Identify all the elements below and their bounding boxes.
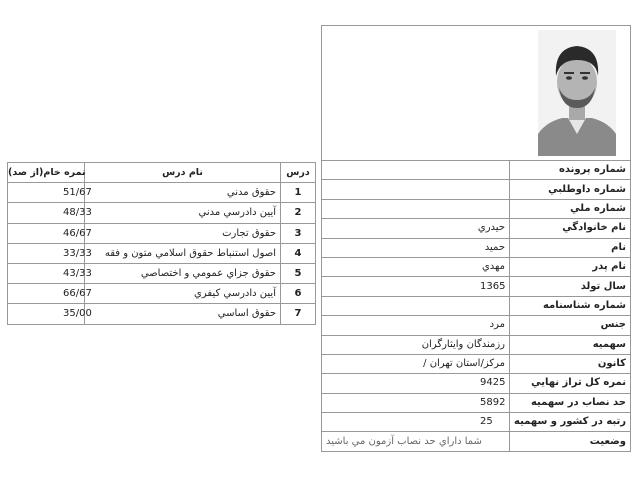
file-number-value bbox=[322, 161, 510, 180]
file-number-label: شماره پرونده bbox=[510, 161, 631, 180]
table-row bbox=[322, 219, 631, 238]
birth-year-value: 1365 bbox=[322, 277, 510, 296]
table-row bbox=[322, 277, 631, 296]
rank-value: 25 bbox=[322, 413, 510, 432]
course-name-cell: حقوق مدني bbox=[85, 183, 281, 203]
course-index-cell: 5 bbox=[281, 263, 316, 283]
table-row bbox=[322, 393, 631, 412]
table-row bbox=[322, 413, 631, 432]
table-row bbox=[8, 284, 316, 304]
rank-label: رتبه در كشور و سهميه bbox=[510, 413, 631, 432]
total-score-value: 9425 bbox=[322, 374, 510, 393]
table-row bbox=[8, 203, 316, 223]
quota-label: سهميه bbox=[510, 335, 631, 354]
table-row bbox=[322, 161, 631, 180]
table-row bbox=[322, 374, 631, 393]
total-score-label: نمره كل تراز نهايي bbox=[510, 374, 631, 393]
status-label: وضعيت bbox=[510, 432, 631, 451]
quota-threshold-label: حد نصاب در سهميه bbox=[510, 393, 631, 412]
gender-label: جنس bbox=[510, 316, 631, 335]
score-cell: 46/67 bbox=[8, 223, 85, 243]
score-cell: 33/33 bbox=[8, 243, 85, 263]
score-cell: 51/67 bbox=[8, 183, 85, 203]
header-score: نمره خام(از صد) bbox=[8, 163, 85, 183]
scores-table bbox=[7, 162, 316, 325]
table-row bbox=[322, 335, 631, 354]
quota-threshold-value: 5892 bbox=[322, 393, 510, 412]
table-row bbox=[322, 180, 631, 199]
score-cell: 66/67 bbox=[8, 284, 85, 304]
father-name-label: نام پدر bbox=[510, 257, 631, 276]
bar-center-label: كانون bbox=[510, 354, 631, 373]
scores-header-row bbox=[8, 163, 316, 183]
status-value: شما داراي حد نصاب آزمون مي باشيد bbox=[322, 432, 510, 451]
table-row bbox=[8, 223, 316, 243]
last-name-label: نام خانوادگي bbox=[510, 219, 631, 238]
last-name-value: حيدري bbox=[322, 219, 510, 238]
course-index-cell: 2 bbox=[281, 203, 316, 223]
applicant-number-value bbox=[322, 180, 510, 199]
table-row bbox=[322, 257, 631, 276]
course-index-cell: 1 bbox=[281, 183, 316, 203]
course-name-cell: آيين دادرسي مدني bbox=[85, 203, 281, 223]
course-name-cell: حقوق جزاي عمومي و اختصاصي bbox=[85, 263, 281, 283]
course-index-cell: 4 bbox=[281, 243, 316, 263]
gender-value: مرد bbox=[322, 316, 510, 335]
course-index-cell: 7 bbox=[281, 304, 316, 324]
candidate-info-table bbox=[321, 160, 631, 452]
course-name-cell: حقوق اساسي bbox=[85, 304, 281, 324]
table-row bbox=[322, 432, 631, 451]
first-name-label: نام bbox=[510, 238, 631, 257]
birth-certificate-label: شماره شناسنامه bbox=[510, 296, 631, 315]
photo-frame bbox=[321, 25, 631, 160]
father-name-value: مهدي bbox=[322, 257, 510, 276]
course-name-cell: اصول استنباط حقوق اسلامي متون و فقه bbox=[85, 243, 281, 263]
quota-value: رزمندگان وايثارگران bbox=[322, 335, 510, 354]
table-row bbox=[322, 296, 631, 315]
national-id-label: شماره ملي bbox=[510, 199, 631, 218]
bar-center-value: / مركز/استان تهران bbox=[322, 354, 510, 373]
table-row bbox=[322, 238, 631, 257]
table-row bbox=[322, 316, 631, 335]
course-index-cell: 6 bbox=[281, 284, 316, 304]
score-cell: 35/00 bbox=[8, 304, 85, 324]
score-cell: 48/33 bbox=[8, 203, 85, 223]
header-course-name: نام درس bbox=[85, 163, 281, 183]
course-index-cell: 3 bbox=[281, 223, 316, 243]
first-name-value: حميد bbox=[322, 238, 510, 257]
birth-certificate-value bbox=[322, 296, 510, 315]
table-row bbox=[8, 304, 316, 324]
table-row bbox=[8, 243, 316, 263]
birth-year-label: سال تولد bbox=[510, 277, 631, 296]
header-course-index: درس bbox=[281, 163, 316, 183]
applicant-number-label: شماره داوطلبي bbox=[510, 180, 631, 199]
national-id-value bbox=[322, 199, 510, 218]
table-row bbox=[322, 354, 631, 373]
table-row bbox=[8, 183, 316, 203]
table-row bbox=[322, 199, 631, 218]
candidate-photo bbox=[538, 30, 616, 156]
course-name-cell: آيين دادرسي كيفري bbox=[85, 284, 281, 304]
score-cell: 43/33 bbox=[8, 263, 85, 283]
course-name-cell: حقوق تجارت bbox=[85, 223, 281, 243]
table-row bbox=[8, 263, 316, 283]
